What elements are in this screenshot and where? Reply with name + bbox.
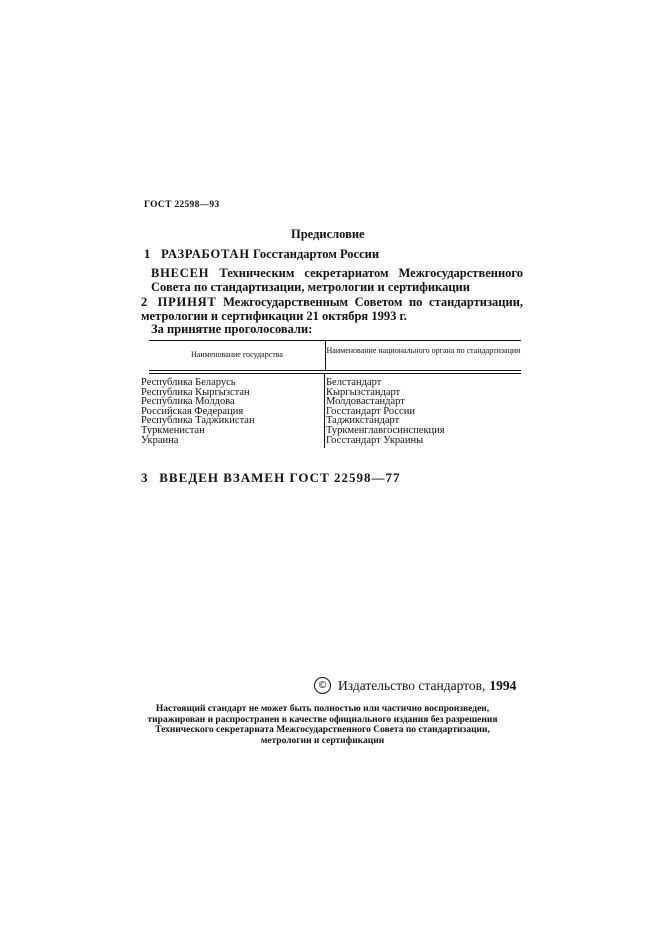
table-cell-authority: Госстандарт Украины — [326, 434, 424, 446]
table-cell-country: Республика Беларусь — [141, 377, 236, 388]
table-cell-country: Республика Кыргызстан — [141, 386, 250, 398]
table-cell-country: Республика Таджикистан — [141, 415, 255, 427]
table-header-country: Наименование государства — [191, 350, 283, 359]
item-introduced — [141, 470, 401, 486]
table-cell-authority: Кыргызстандарт — [326, 386, 401, 398]
item-developed — [144, 247, 379, 262]
table-column-countries — [141, 378, 255, 445]
table-column-authorities — [326, 378, 445, 445]
table-top-rule — [149, 340, 521, 341]
copyright-icon: © — [314, 677, 331, 694]
table-cell-country: Республика Молдова — [141, 396, 235, 408]
table-header-rule — [149, 370, 521, 371]
item-number: 1 — [144, 247, 151, 261]
item-text: Межгосударственным Советом по стандартизации, метрологии и сертификации 21 октября 1993 г. — [141, 295, 524, 323]
publisher-name: Издательство стандартов, — [338, 677, 486, 693]
table-header-authority: Наименование национального органа по стандартизации — [326, 346, 521, 355]
item-text: Госстандартом России — [253, 247, 380, 261]
submitted-lead: ВНЕСЕН — [151, 266, 210, 280]
table-cell-authority: Таджикстандарт — [326, 415, 400, 427]
table-cell-authority: Молдовастандарт — [326, 396, 405, 408]
table-cell-authority: Белстандарт — [326, 377, 382, 388]
preface-title: Предисловие — [291, 227, 365, 241]
publisher-line — [314, 677, 516, 694]
publication-year: 1994 — [489, 677, 517, 693]
table-header-rule — [149, 373, 521, 374]
table-column-divider — [324, 374, 325, 448]
item-number: 2 — [141, 295, 148, 309]
item-lead: РАЗРАБОТАН — [161, 247, 250, 261]
submitted-text: Техническим секретариатом Межгосударственного Совета по стандартизации, метрологии и сертификации — [151, 266, 524, 294]
table-cell-authority: Туркменглавгосинспекция — [326, 424, 445, 436]
voted-caption: За принятие проголосовали: — [151, 322, 313, 336]
copyright-notice: Настоящий стандарт не может быть полностью или частично воспроизведен, тиражирован и распространен в качестве официального издания без разрешения Технического секретариата Межгосударственного Совета по стандартизации, метрологии и сертификации — [147, 704, 498, 746]
table-cell-authority: Госстандарт России — [326, 405, 415, 417]
submitted-paragraph — [151, 266, 523, 294]
item-adopted — [141, 295, 523, 323]
item-text: ВВЕДЕН ВЗАМЕН ГОСТ 22598—77 — [159, 470, 401, 485]
table-cell-country: Российская Федерация — [141, 405, 244, 417]
item-lead: ПРИНЯТ — [157, 295, 217, 309]
table-cell-country: Туркменистан — [141, 424, 205, 436]
document-code: ГОСТ 22598—93 — [144, 200, 220, 210]
table-cell-country: Украина — [141, 434, 179, 446]
item-number: 3 — [141, 470, 149, 485]
